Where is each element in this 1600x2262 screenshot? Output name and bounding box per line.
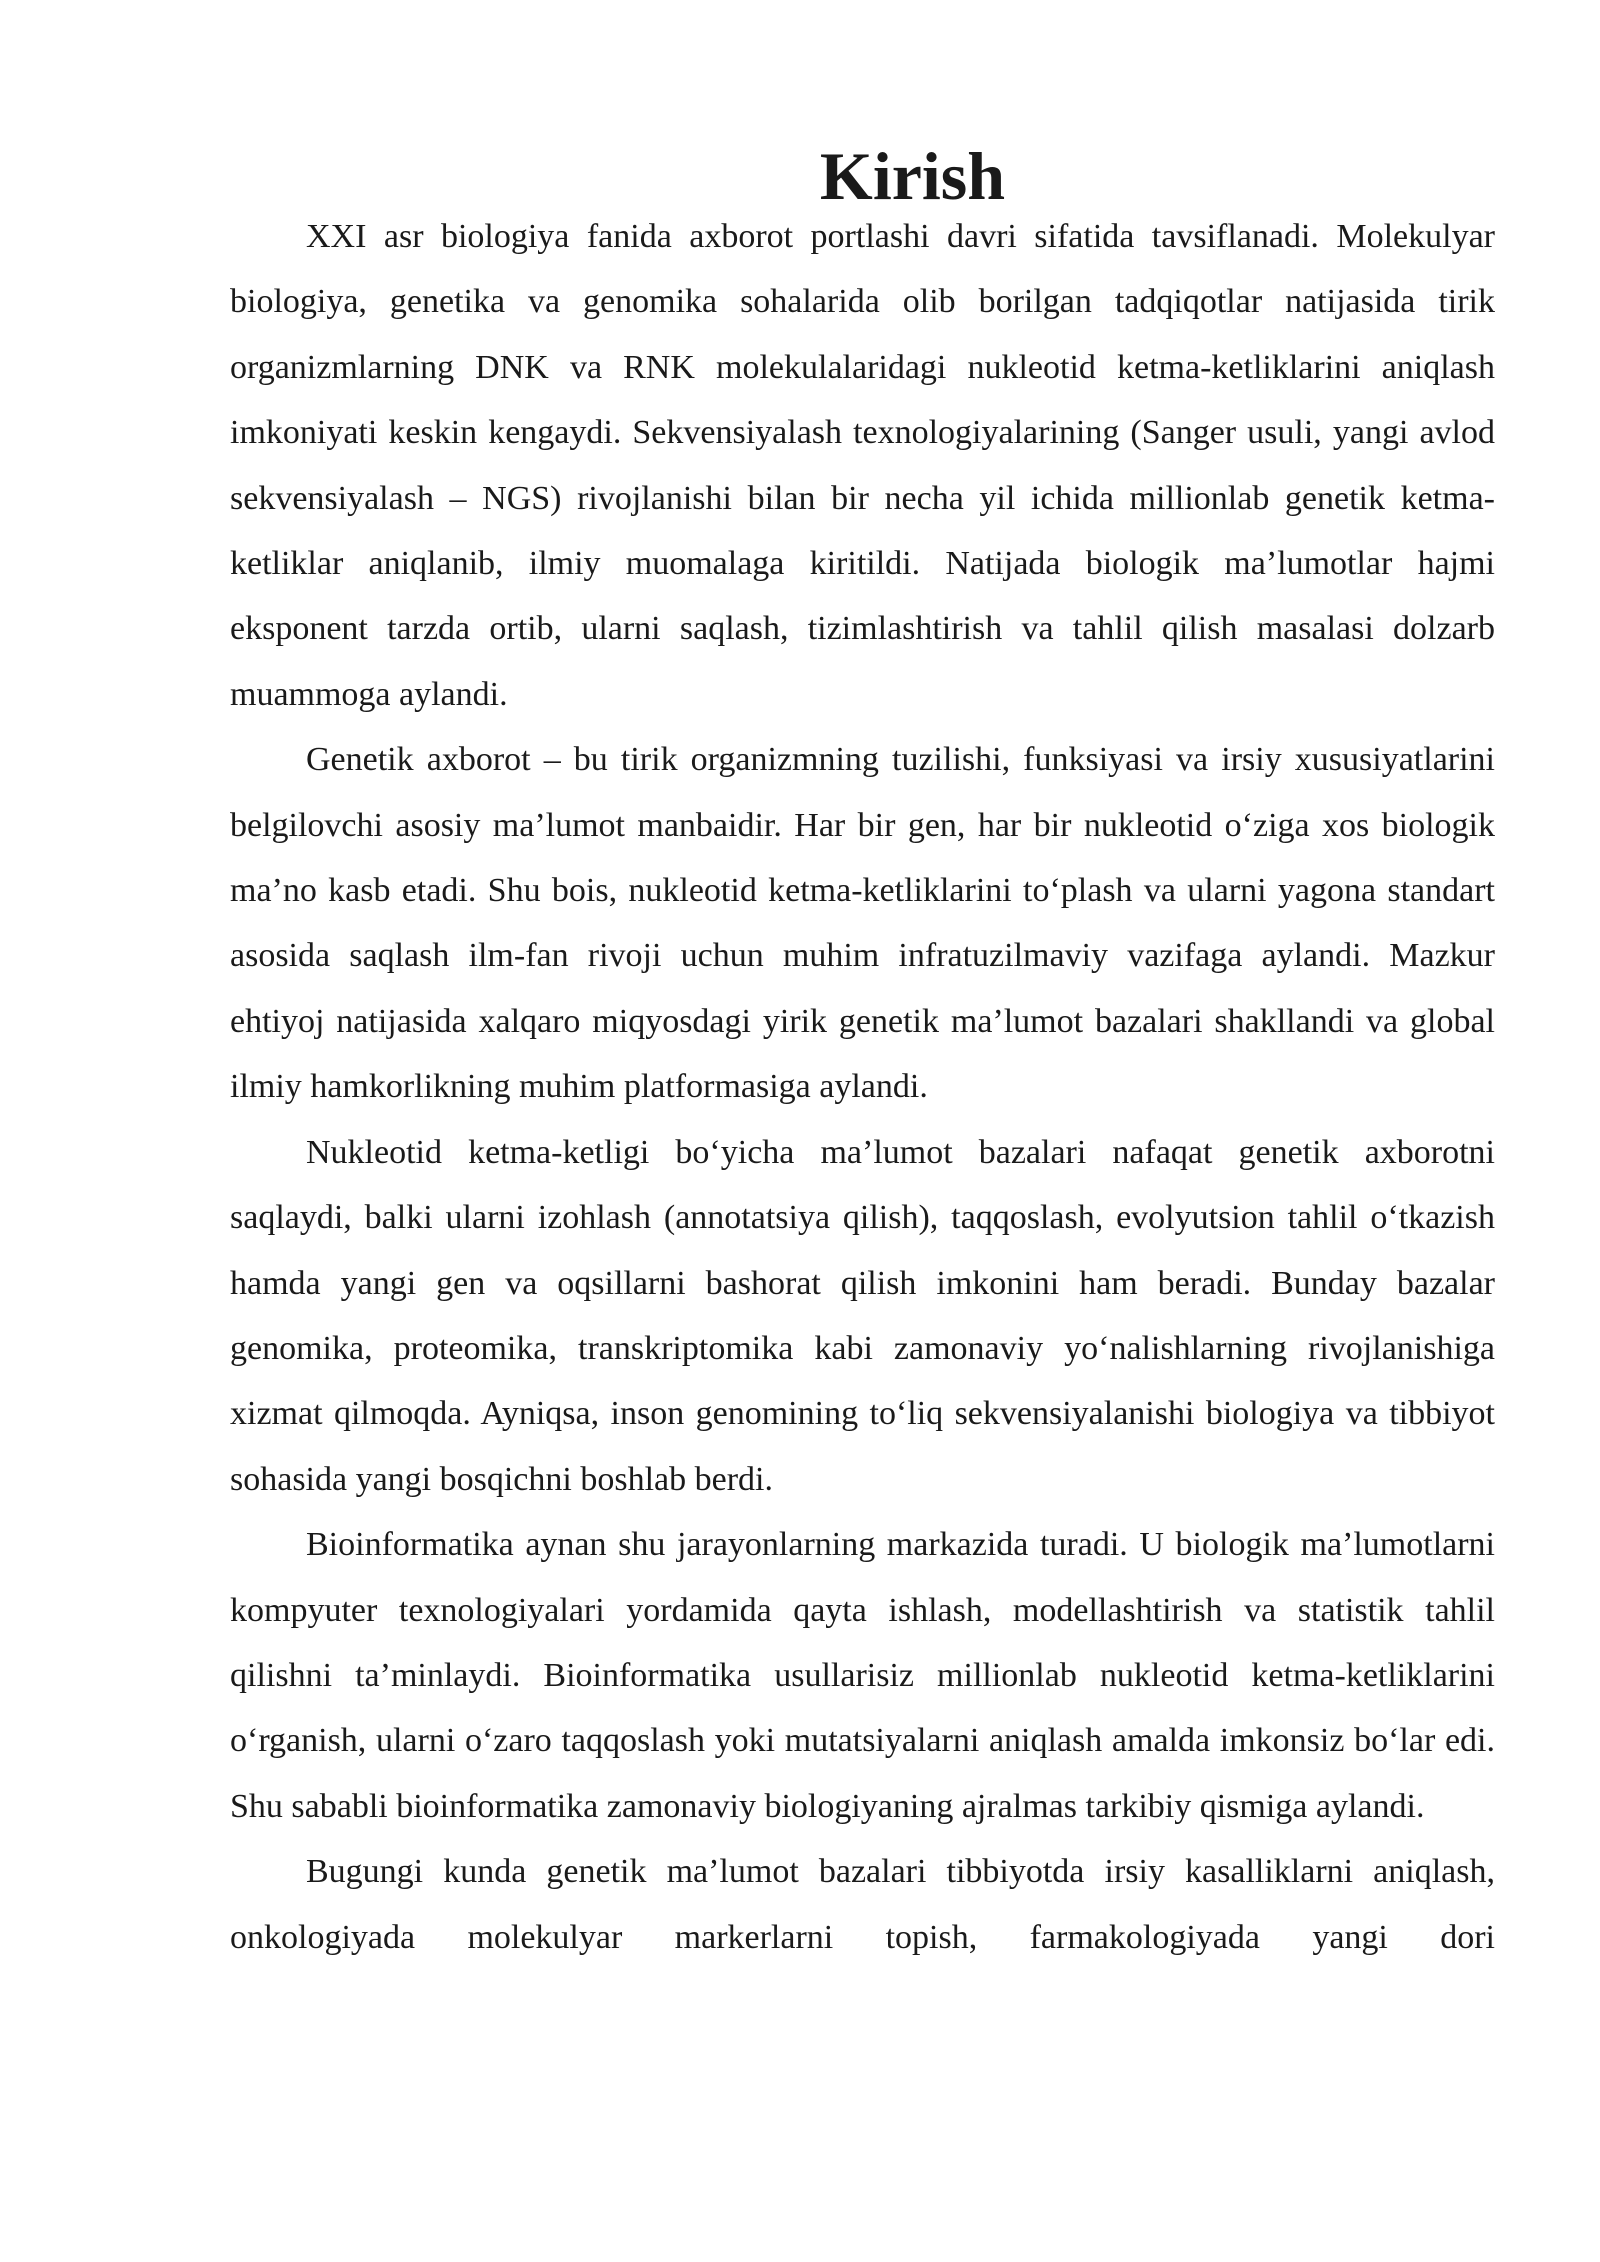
paragraph-4: Bioinformatika aynan shu jarayonlarning markazida turadi. U biologik ma’lumotlarni kompyuter texnologiyalari yordamida qayta ishlash, modellashtirish va statistik tahlil qilishni ta’minlaydi. Bioinformatika usullarisiz millionlab nukleotid ketma-ketliklarini o‘rganish, ularni o‘zaro taqqoslash yoki mutatsiyalarni aniqlash amalda imkonsiz bo‘lar edi. Shu sababli bioinformatika zamonaviy biologiyaning ajralmas tarkibiy qismiga aylandi. — [230, 1526, 1495, 1825]
paragraph-1: XXI asr biologiya fanida axborot portlashi davri sifatida tavsiflanadi. Molekulyar biologiya, genetika va genomika sohalarida olib borilgan tadqiqotlar natijasida tirik organizmlarning DNK va RNK molekulalaridagi nukleotid ketma-ketliklarini aniqlash imkoniyati keskin kengaydi. Sekvensiyalash texnologiyalarining (Sanger usuli, yangi avlod sekvensiyalash – NGS) rivojlanishi bilan bir necha yil ichida millionlab genetik ketma-ketliklar aniqlanib, ilmiy muomalaga kiritildi. Natijada biologik ma’lumotlar hajmi eksponent tarzda ortib, ularni saqlash, tizimlashtirish va tahlil qilish masalasi dolzarb muammoga aylandi. — [230, 218, 1495, 713]
document-body — [230, 138, 1495, 1970]
paragraph-3: Nukleotid ketma-ketligi bo‘yicha ma’lumot bazalari nafaqat genetik axborotni saqlaydi, balki ularni izohlash (annotatsiya qilish), taqqoslash, evolyutsion tahlil o‘tkazish hamda yangi gen va oqsillarni bashorat qilish imkonini ham beradi. Bunday bazalar genomika, proteomika, transkriptomika kabi zamonaviy yo‘nalishlarning rivojlanishiga xizmat qilmoqda. Ayniqsa, inson genomining to‘liq sekvensiyalanishi biologiya va tibbiyot sohasida yangi bosqichni boshlab berdi. — [230, 1133, 1495, 1498]
page-title: Kirish — [819, 138, 1006, 214]
paragraph-5: Bugungi kunda genetik ma’lumot bazalari tibbiyotda irsiy kasalliklarni aniqlash, onkologiyada molekulyar markerlarni topish, farmakologiyada yangi dori — [230, 1853, 1495, 1956]
paragraph-2: Genetik axborot – bu tirik organizmning tuzilishi, funksiyasi va irsiy xususiyatlarini belgilovchi asosiy ma’lumot manbaidir. Har bir gen, har bir nukleotid o‘ziga xos biologik ma’no kasb etadi. Shu bois, nukleotid ketma-ketliklarini to‘plash va ularni yagona standart asosida saqlash ilm-fan rivoji uchun muhim infratuzilmaviy vazifaga aylandi. Mazkur ehtiyoj natijasida xalqaro miqyosdagi yirik genetik ma’lumot bazalari shakllandi va global ilmiy hamkorlikning muhim platformasiga aylandi. — [230, 741, 1495, 1106]
